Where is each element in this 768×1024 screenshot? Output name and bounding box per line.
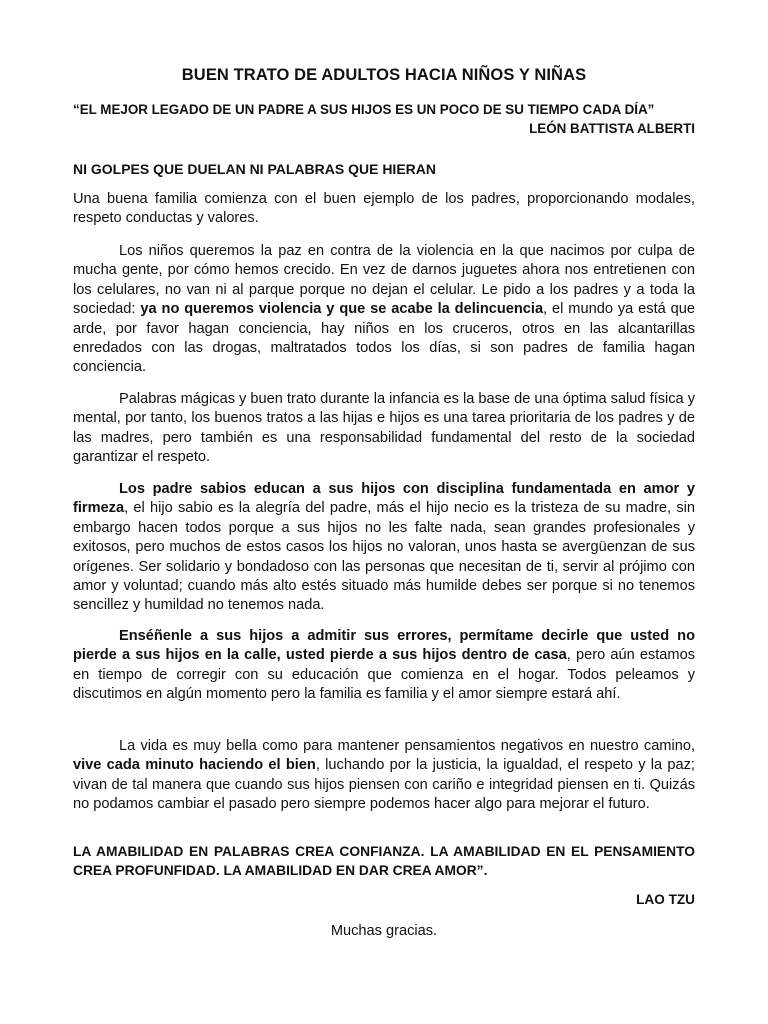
document-title: BUEN TRATO DE ADULTOS HACIA NIÑOS Y NIÑAS bbox=[181, 66, 587, 84]
epigraph-author: LEÓN BATTISTA ALBERTI bbox=[529, 121, 695, 137]
thanks-line: Muchas gracias. bbox=[330, 923, 438, 939]
paragraph bbox=[73, 190, 695, 229]
paragraph-text: Palabras mágicas y buen trato durante la infancia es la base de una óptima salud física y mental, por tanto, los buenos tratos a las hijas e hijos es una tarea prioritaria de los padres y de las madres, pero también es una responsabilidad fundamental del resto de la sociedad garantizar el respeto. bbox=[73, 391, 695, 466]
closing-quote: LA AMABILIDAD EN PALABRAS CREA CONFIANZA. LA AMABILIDAD EN EL PENSAMIENTO CREA PROFUNFIDAD. LA AMABILIDAD EN DAR CREA AMOR”. bbox=[73, 844, 695, 879]
section-heading: NI GOLPES QUE DUELAN NI PALABRAS QUE HIERAN bbox=[73, 161, 436, 177]
emphasis-text: Enséñenle a sus hijos a admitir sus errores, permítame decirle que usted no pierde a sus hijos en la calle, usted pierde a sus hijos dentro de casa bbox=[73, 628, 695, 664]
paragraph-text: , el mundo ya está que arde, por favor hagan conciencia, hay niños en los cruceros, otros en las alcantarillas enredados con las drogas, maltratados todos los días, si son padres de familia hagan conciencia. bbox=[73, 301, 695, 376]
paragraph bbox=[73, 627, 695, 705]
paragraph-text: La vida es muy bella como para mantener pensamientos negativos en nuestro camino, bbox=[119, 738, 695, 754]
epigraph bbox=[73, 100, 695, 139]
paragraph-text: , luchando por la justicia, la igualdad, el respeto y la paz; vivan de tal manera que cuando sus hijos piensen con cariño e integridad piensen en ti. Quizás no podamos cambiar el pasado pero siempre podemos hacer algo para mejorar el futuro. bbox=[73, 757, 695, 813]
paragraph bbox=[73, 390, 695, 468]
paragraph-text: , el hijo sabio es la alegría del padre, más el hijo necio es la tristeza de su madre, sin embargo hacen todos porque a sus hijos no les falte nada, sean grandes profesionales y exitosos, pero muchos de estos casos los hijos no valoran, unos hasta se avergüenzan de sus orígenes. Ser solidario y bondadoso con las personas que necesitan de ti, servir al prójimo con amor y voluntad; cuando más alto estés situado más humilde debes ser porque si no tenemos sencillez y humildad no tenemos nada. bbox=[73, 500, 695, 614]
closing-author: LAO TZU bbox=[636, 892, 695, 907]
paragraph-text: , pero aún estamos en tiempo de corregir con su educación que comienza en el hogar. Todos peleamos y discutimos en algún momento pero la familia es familia y el amor siempre estará ahí. bbox=[73, 647, 695, 703]
emphasis-text: ya no queremos violencia y que se acabe la delincuencia bbox=[140, 301, 544, 318]
paragraph-text: Una buena familia comienza con el buen ejemplo de los padres, proporcionando modales, respeto conductas y valores. bbox=[73, 191, 695, 227]
paragraph-text: Los niños queremos la paz en contra de la violencia en la que nacimos por culpa de mucha gente, por cómo hemos crecido. En vez de darnos juguetes ahora nos entretienen con los celulares, no van ni al parque porque no dejan el celular. Le pido a los padres y a toda la sociedad: bbox=[73, 243, 695, 318]
epigraph-text: “EL MEJOR LEGADO DE UN PADRE A SUS HIJOS ES UN POCO DE SU TIEMPO CADA DÍA” bbox=[73, 102, 655, 117]
paragraph bbox=[73, 480, 695, 616]
paragraph bbox=[73, 242, 695, 378]
paragraph bbox=[73, 737, 695, 815]
emphasis-text: vive cada minuto haciendo el bien bbox=[73, 757, 316, 774]
emphasis-text: Los padre sabios educan a sus hijos con disciplina fundamentada en amor y firmeza bbox=[73, 481, 695, 517]
